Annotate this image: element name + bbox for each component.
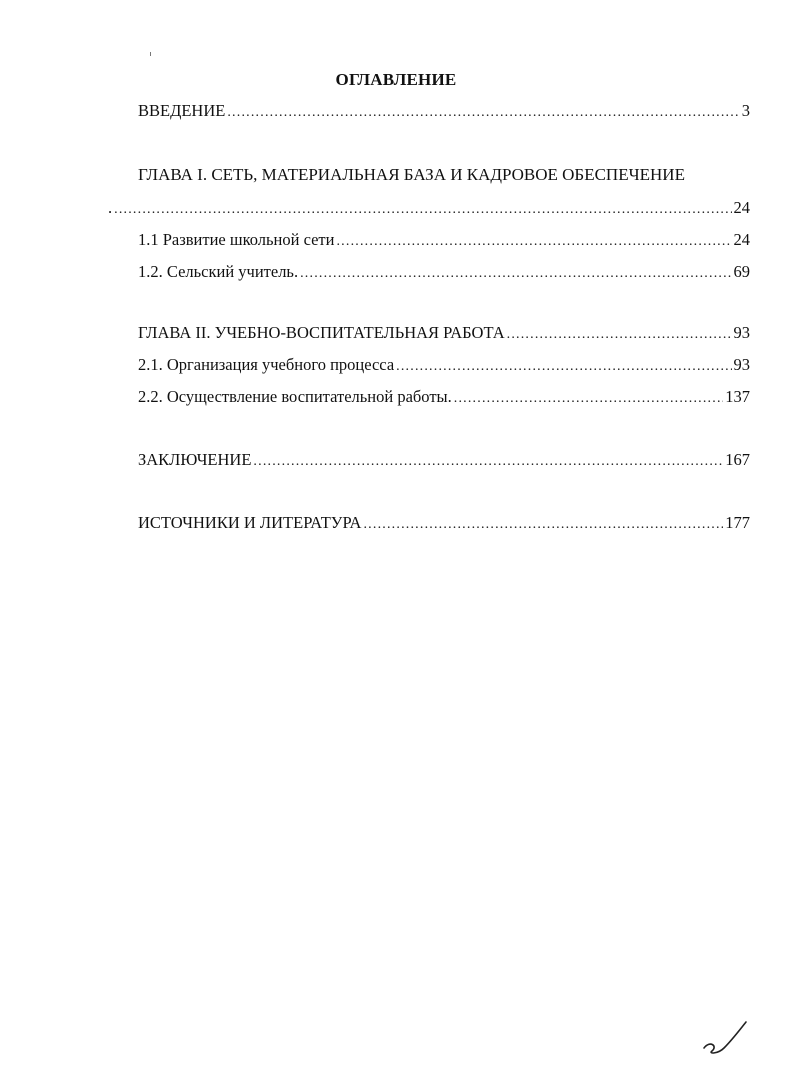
leader-dots — [227, 103, 739, 123]
toc-entry-intro[interactable] — [138, 101, 750, 123]
toc-entry-sources[interactable] — [138, 513, 750, 535]
leader-dots — [336, 232, 731, 252]
chapter-1-title[interactable]: ГЛАВА I. СЕТЬ, МАТЕРИАЛЬНАЯ БАЗА И КАДРОВОЕ ОБЕСПЕЧЕНИЕ — [138, 165, 685, 184]
toc-entry-label: 2.2. Осуществление воспитательной работы. — [138, 387, 452, 406]
scan-speck — [150, 52, 151, 56]
toc-entry-label: ГЛАВА II. УЧЕБНО-ВОСПИТАТЕЛЬНАЯ РАБОТА — [138, 323, 505, 342]
toc-entry-page: 93 — [733, 355, 750, 374]
toc-entry-page: 177 — [725, 513, 750, 532]
toc-entry-section-1-1[interactable] — [138, 230, 750, 252]
toc-entry-label: 2.1. Организация учебного процесса — [138, 355, 395, 374]
leader-dots — [114, 200, 731, 220]
toc-entry-page: 3 — [741, 101, 750, 120]
toc-entry-label: ВВЕДЕНИЕ — [138, 101, 226, 120]
toc-entry-conclusion[interactable] — [138, 450, 750, 472]
leader-dots — [300, 264, 731, 284]
toc-entry-page: 93 — [733, 323, 750, 342]
toc-entry-chapter-2[interactable] — [138, 323, 750, 345]
leader-dots — [454, 389, 724, 409]
toc-entry-lead: . — [108, 198, 113, 217]
toc-entry-label: 1.1 Развитие школьной сети — [138, 230, 335, 249]
toc-entry-label: ИСТОЧНИКИ И ЛИТЕРАТУРА — [138, 513, 362, 532]
toc-entry-page: 24 — [733, 198, 750, 217]
leader-dots — [363, 515, 723, 535]
toc-entry-label: ЗАКЛЮЧЕНИЕ — [138, 450, 252, 469]
toc-entry-section-2-2[interactable] — [138, 387, 750, 409]
leader-dots — [507, 325, 732, 345]
toc-entry-page: 69 — [733, 262, 750, 281]
handwritten-signature-icon — [700, 1018, 748, 1058]
toc-entry-page: 167 — [725, 450, 750, 469]
leader-dots — [253, 452, 723, 472]
toc-entry-page: 24 — [733, 230, 750, 249]
leader-dots — [396, 357, 731, 377]
toc-entry-chapter-1[interactable] — [108, 198, 750, 220]
toc-heading: ОГЛАВЛЕНИЕ — [335, 70, 457, 89]
toc-entry-page: 137 — [725, 387, 750, 406]
toc-entry-section-1-2[interactable] — [138, 262, 750, 284]
toc-entry-label: 1.2. Сельский учитель. — [138, 262, 299, 281]
toc-entry-section-2-1[interactable] — [138, 355, 750, 377]
